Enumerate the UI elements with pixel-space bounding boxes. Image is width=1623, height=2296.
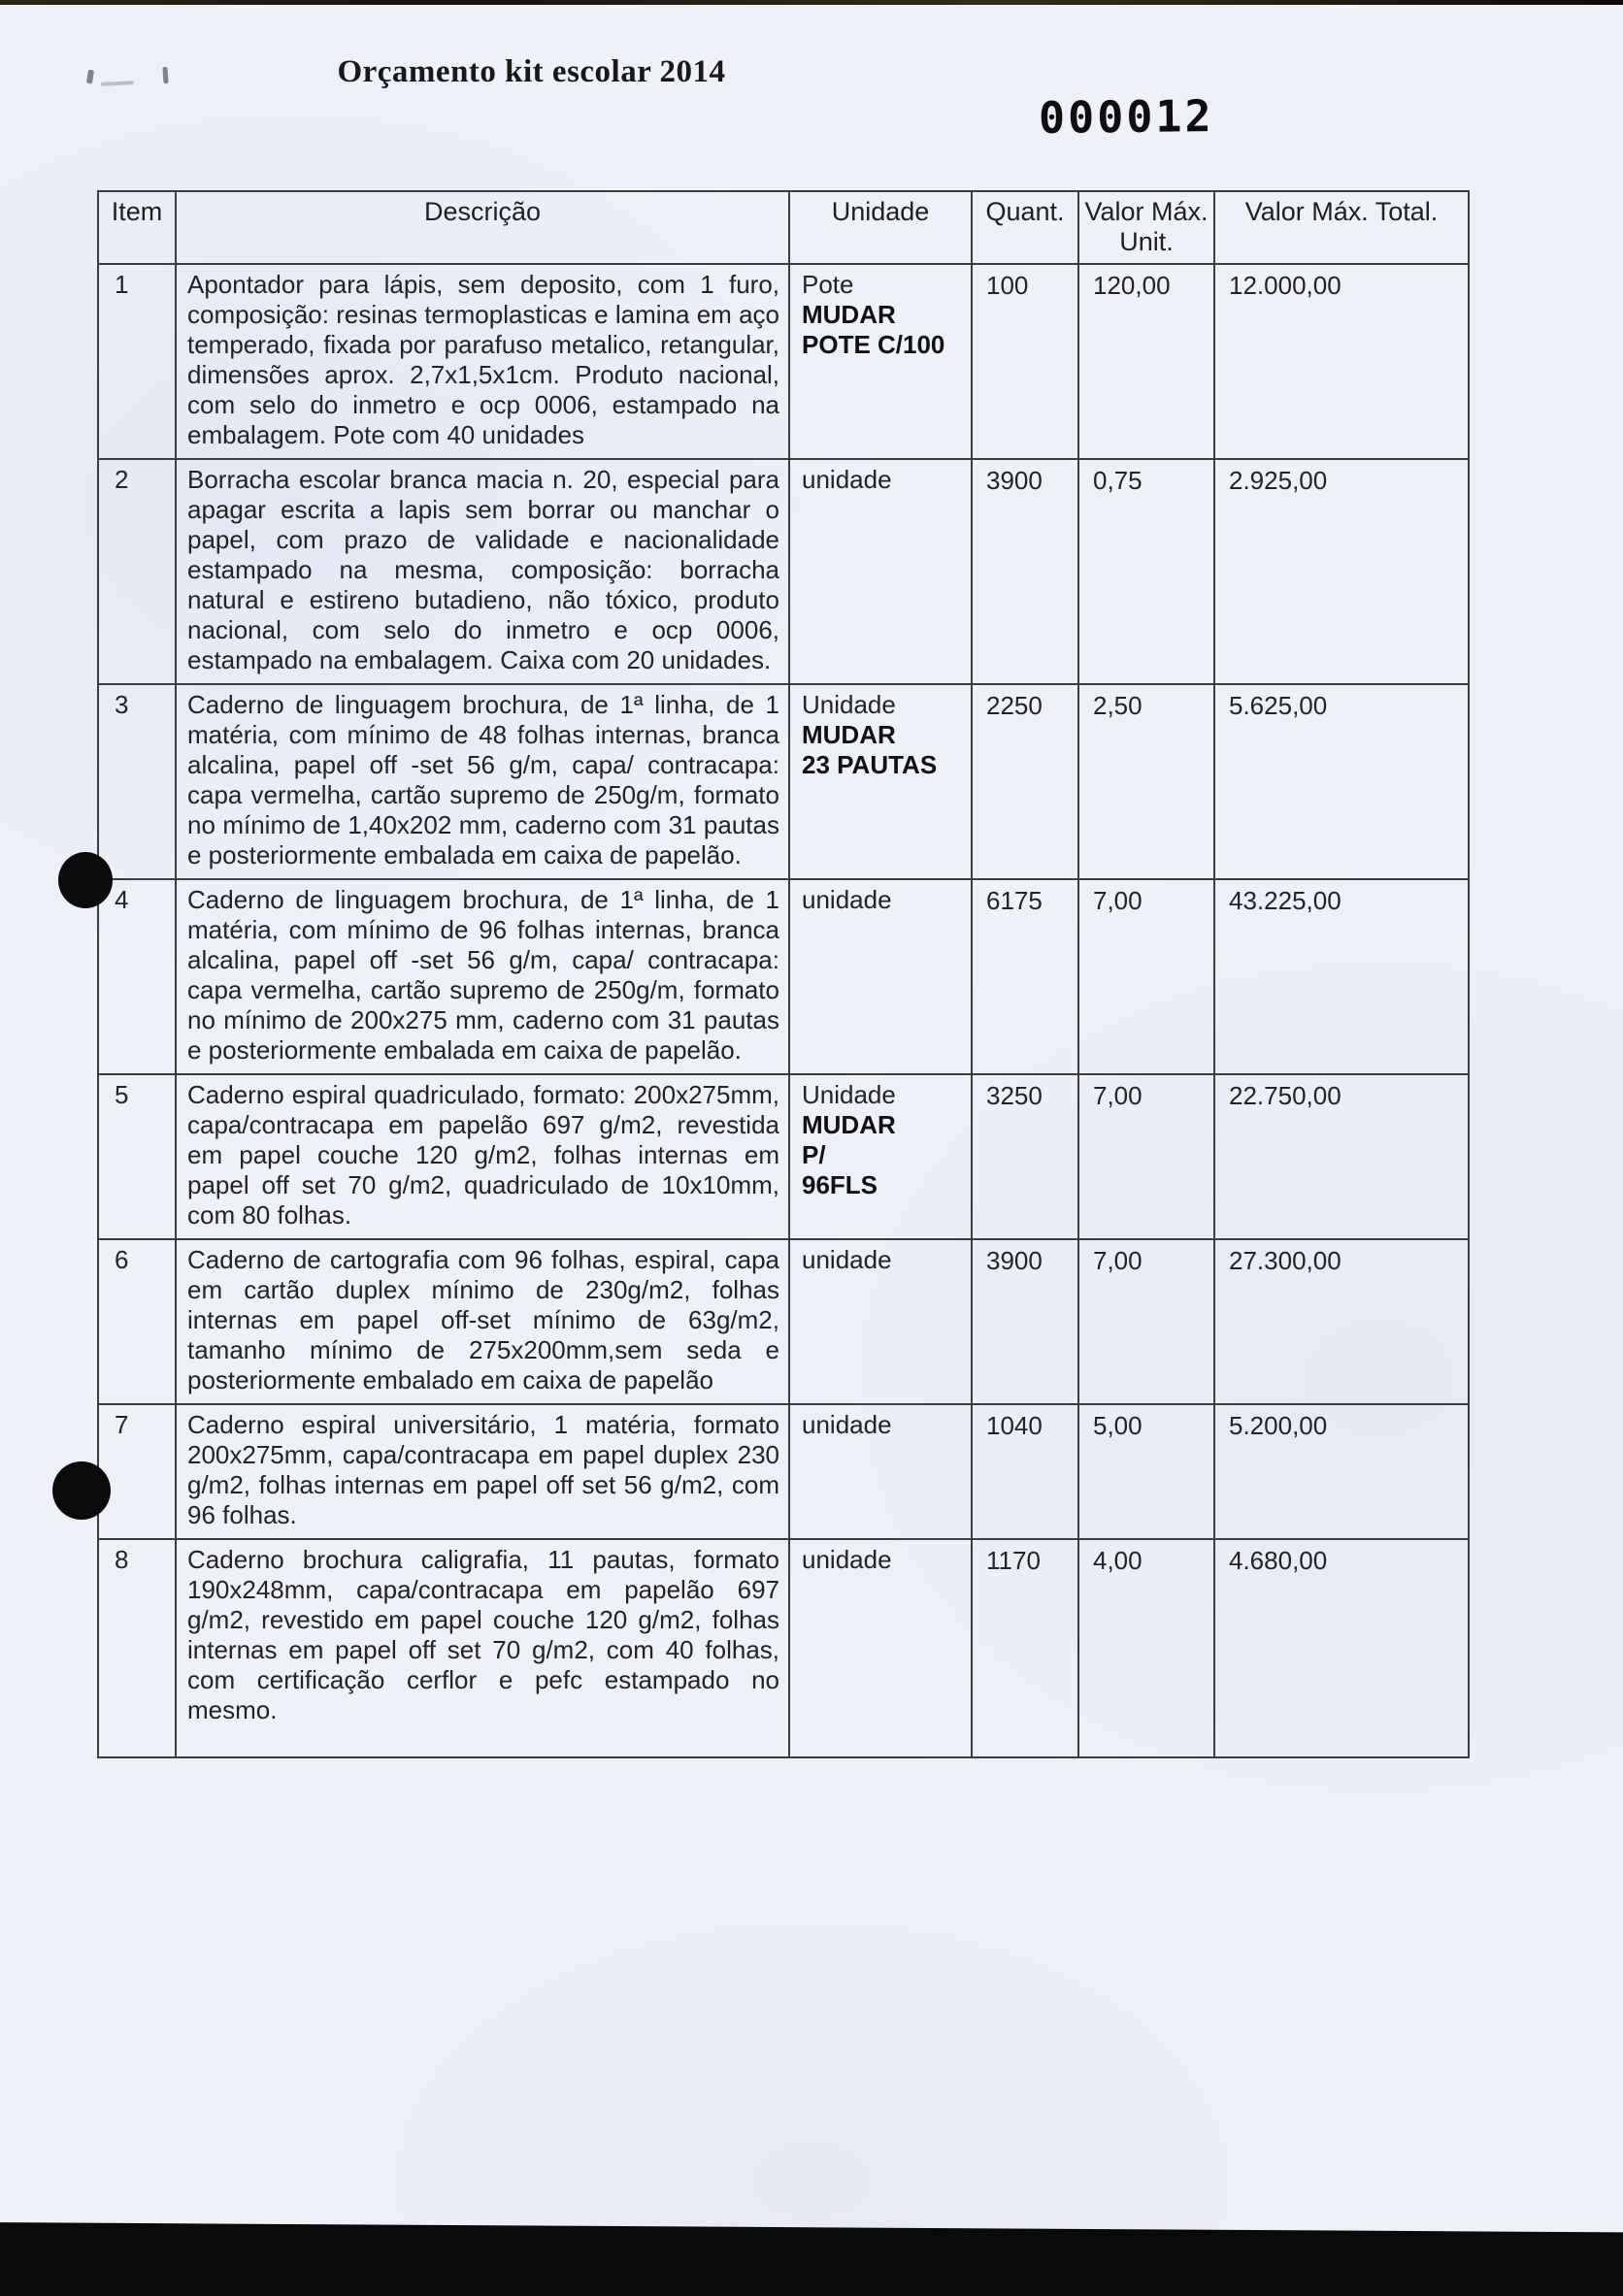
unit-label: unidade	[802, 1545, 892, 1574]
unit-price-cell: 5,00	[1078, 1404, 1214, 1539]
unit-price-cell: 4,00	[1078, 1539, 1214, 1757]
punch-hole	[52, 1461, 111, 1520]
quantity-cell: 3900	[972, 459, 1078, 684]
description-cell: Caderno espiral universitário, 1 matéria, formato 200x275mm, capa/contracapa em papel duplex 230 g/m2, folhas internas em papel off set 56 g/m2, com 96 folhas.	[176, 1404, 789, 1539]
table-header-row	[98, 191, 1469, 264]
unit-cell	[789, 1539, 972, 1757]
unit-price-cell: 120,00	[1078, 264, 1214, 459]
table-row	[98, 459, 1469, 684]
table-row	[98, 1074, 1469, 1239]
unit-label: unidade	[802, 1410, 892, 1439]
stamp-number: 000012	[1038, 90, 1214, 144]
unit-note-line: POTE C/100	[802, 330, 945, 359]
scan-edge-top	[0, 0, 1623, 5]
item-number-cell: 4	[98, 879, 176, 1074]
table-row	[98, 1239, 1469, 1404]
description-cell: Caderno de linguagem brochura, de 1ª linha, de 1 matéria, com mínimo de 96 folhas internas, branca alcalina, papel off -set 56 g/m, capa/ contracapa: capa vermelha, cartão supremo de 250g/m, formato no mínimo de 200x275 mm, caderno com 31 pautas e posteriormente embalada em caixa de papelão.	[176, 879, 789, 1074]
col-header-valor-max-total: Valor Máx. Total.	[1214, 191, 1469, 264]
unit-cell	[789, 459, 972, 684]
total-price-cell: 5.200,00	[1214, 1404, 1469, 1539]
total-price-cell: 22.750,00	[1214, 1074, 1469, 1239]
unit-cell	[789, 264, 972, 459]
unit-price-cell: 7,00	[1078, 1074, 1214, 1239]
unit-cell	[789, 1074, 972, 1239]
total-price-cell: 2.925,00	[1214, 459, 1469, 684]
col-header-descricao: Descrição	[176, 191, 789, 264]
item-number-cell: 8	[98, 1539, 176, 1757]
item-number-cell: 6	[98, 1239, 176, 1404]
unit-note-line: MUDAR	[802, 1110, 896, 1139]
budget-table	[97, 190, 1470, 1758]
scan-edge-bottom	[0, 2222, 1623, 2296]
table-row	[98, 879, 1469, 1074]
unit-note-line: MUDAR	[802, 720, 896, 749]
unit-note-line: 96FLS	[802, 1170, 878, 1199]
col-header-valor-max-unit: Valor Máx. Unit.	[1078, 191, 1214, 264]
quantity-cell: 6175	[972, 879, 1078, 1074]
total-price-cell: 43.225,00	[1214, 879, 1469, 1074]
unit-cell	[789, 684, 972, 879]
item-number-cell: 7	[98, 1404, 176, 1539]
items-tbody	[98, 264, 1469, 1757]
unit-note-line: P/	[802, 1140, 826, 1169]
table-row	[98, 1539, 1469, 1757]
unit-note-line: 23 PAUTAS	[802, 750, 938, 779]
quantity-cell: 100	[972, 264, 1078, 459]
unit-label: Unidade	[802, 1080, 896, 1109]
unit-label: unidade	[802, 885, 892, 914]
total-price-cell: 27.300,00	[1214, 1239, 1469, 1404]
quantity-cell: 3900	[972, 1239, 1078, 1404]
quantity-cell: 2250	[972, 684, 1078, 879]
item-number-cell: 3	[98, 684, 176, 879]
description-cell: Caderno brochura caligrafia, 11 pautas, formato 190x248mm, capa/contracapa em papelão 697 g/m2, revestido em papel couche 120 g/m2, folhas internas em papel off set 70 g/m2, com 40 folhas, com certificação cerflor e pefc estampado no mesmo.	[176, 1539, 789, 1757]
table-row	[98, 1404, 1469, 1539]
col-header-quant: Quant.	[972, 191, 1078, 264]
total-price-cell: 5.625,00	[1214, 684, 1469, 879]
quantity-cell: 1170	[972, 1539, 1078, 1757]
item-number-cell: 2	[98, 459, 176, 684]
item-number-cell: 1	[98, 264, 176, 459]
unit-price-cell: 2,50	[1078, 684, 1214, 879]
description-cell: Borracha escolar branca macia n. 20, especial para apagar escrita a lapis sem borrar ou manchar o papel, com prazo de validade e nacionalidade estampado na mesma, composição: borracha natural e estireno butadieno, não tóxico, produto nacional, com selo do inmetro e ocp 0006, estampado na embalagem. Caixa com 20 unidades.	[176, 459, 789, 684]
col-header-unidade: Unidade	[789, 191, 972, 264]
description-cell: Caderno de linguagem brochura, de 1ª linha, de 1 matéria, com mínimo de 48 folhas internas, branca alcalina, papel off -set 56 g/m, capa/ contracapa: capa vermelha, cartão supremo de 250g/m, formato no mínimo de 1,40x202 mm, caderno com 31 pautas e posteriormente embalada em caixa de papelão.	[176, 684, 789, 879]
page-title: Orçamento kit escolar 2014	[337, 54, 726, 89]
total-price-cell: 4.680,00	[1214, 1539, 1469, 1757]
unit-cell	[789, 1404, 972, 1539]
punch-hole	[58, 852, 113, 908]
unit-note-line: MUDAR	[802, 300, 896, 329]
unit-cell	[789, 1239, 972, 1404]
col-header-item: Item	[98, 191, 176, 264]
table-row	[98, 684, 1469, 879]
description-cell: Caderno de cartografia com 96 folhas, espiral, capa em cartão duplex mínimo de 230g/m2, folhas internas em papel off-set mínimo de 63g/m2, tamanho mínimo de 275x200mm,sem seda e posteriormente embalado em caixa de papelão	[176, 1239, 789, 1404]
table-row	[98, 264, 1469, 459]
description-cell: Caderno espiral quadriculado, formato: 200x275mm, capa/contracapa em papelão 697 g/m2, revestida em papel couche 120 g/m2, folhas internas em papel off set 70 g/m2, quadriculado de 10x10mm, com 80 folhas.	[176, 1074, 789, 1239]
quantity-cell: 1040	[972, 1404, 1078, 1539]
unit-label: Unidade	[802, 690, 896, 719]
unit-cell	[789, 879, 972, 1074]
description-cell: Apontador para lápis, sem deposito, com 1 furo, composição: resinas termoplasticas e lamina em aço temperado, fixada por parafuso metalico, retangular, dimensões aprox. 2,7x1,5x1cm. Produto nacional, com selo do inmetro e ocp 0006, estampado na embalagem. Pote com 40 unidades	[176, 264, 789, 459]
unit-price-cell: 7,00	[1078, 1239, 1214, 1404]
unit-label: unidade	[802, 1245, 892, 1274]
quantity-cell: 3250	[972, 1074, 1078, 1239]
unit-label: Pote	[802, 270, 854, 299]
unit-price-cell: 7,00	[1078, 879, 1214, 1074]
item-number-cell: 5	[98, 1074, 176, 1239]
unit-label: unidade	[802, 465, 892, 494]
unit-price-cell: 0,75	[1078, 459, 1214, 684]
total-price-cell: 12.000,00	[1214, 264, 1469, 459]
